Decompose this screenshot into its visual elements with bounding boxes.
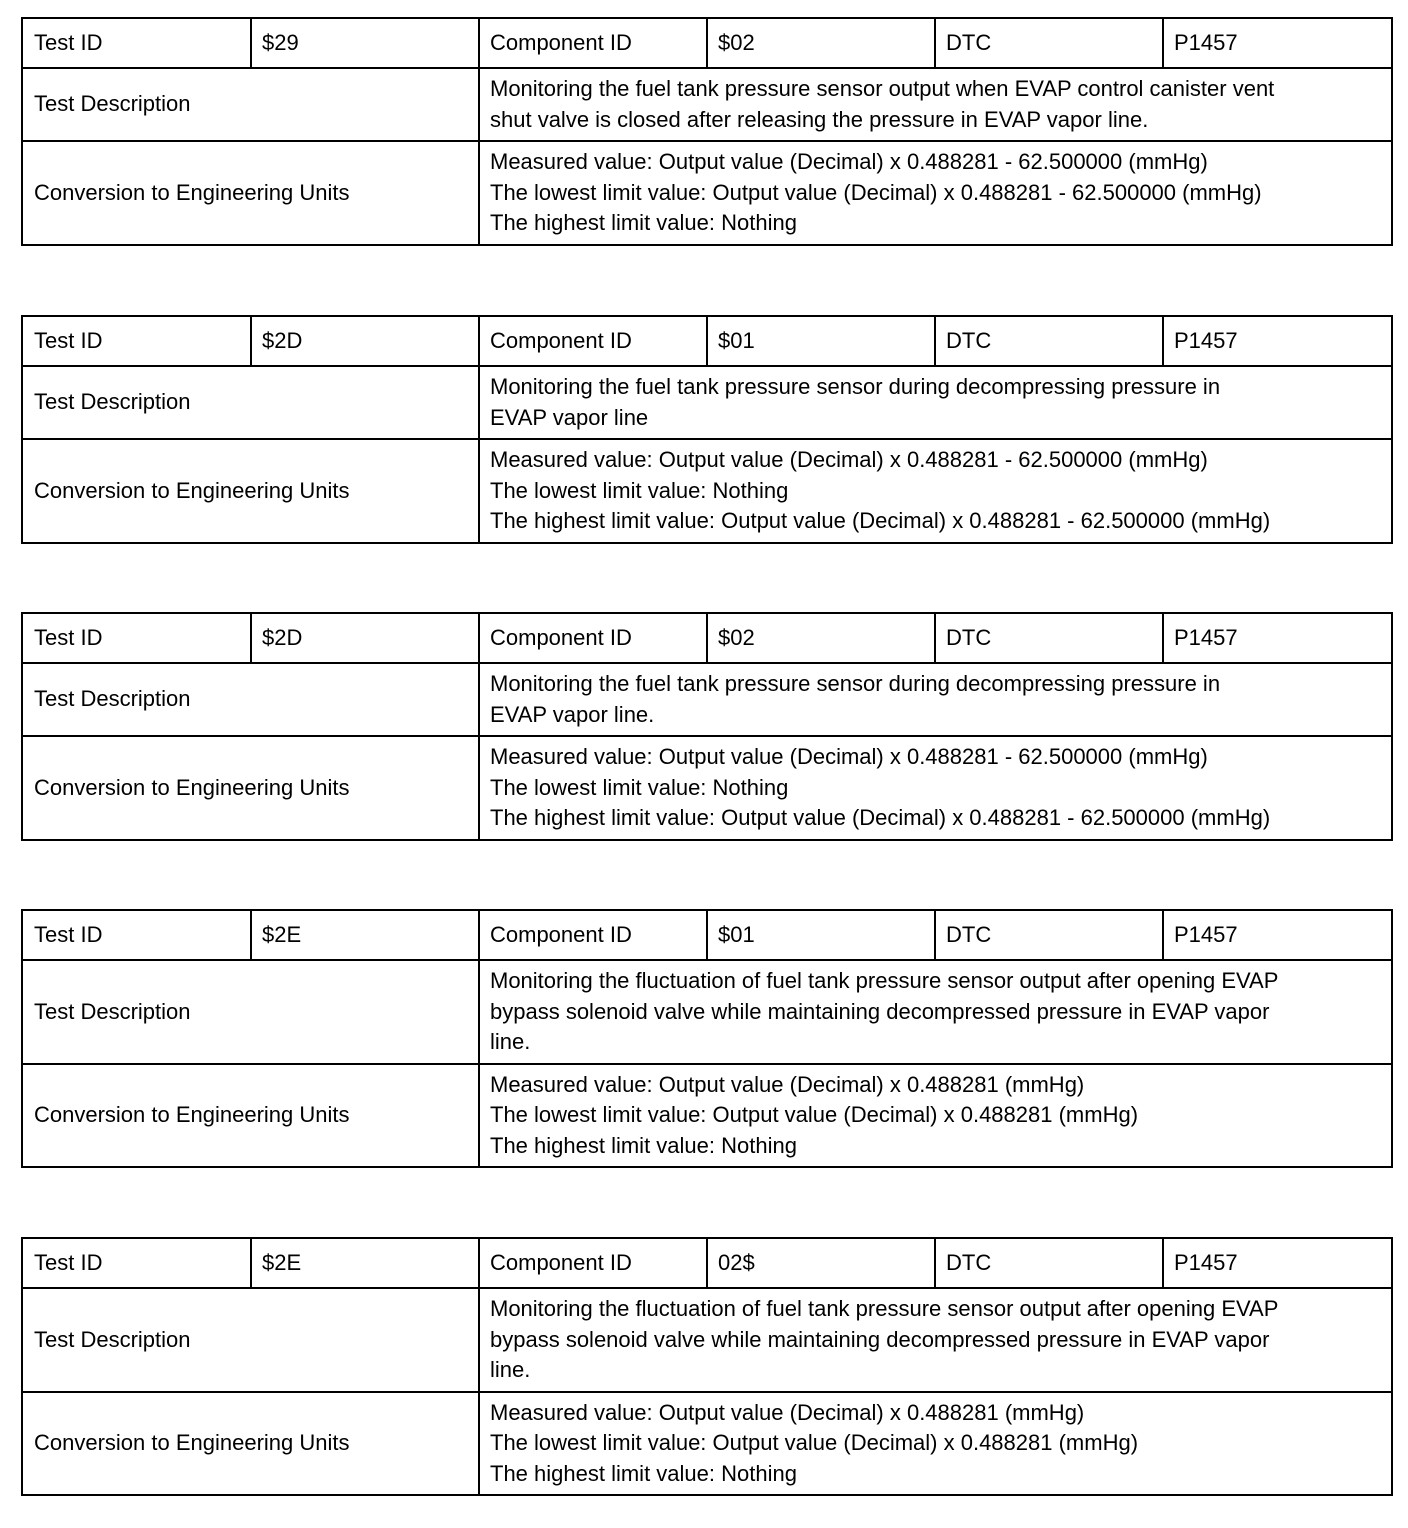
dtc-value: P1457 [1163,18,1392,68]
component-id-value: $02 [707,613,935,663]
conversion-label: Conversion to Engineering Units [22,1392,479,1496]
conversion-line: Measured value: Output value (Decimal) x 0.488281 (mmHg) [490,1071,1085,1097]
conversion-row [22,439,1392,543]
description-line: bypass solenoid valve while maintaining decompressed pressure in EVAP vapor [490,998,1270,1024]
test-spec-table [21,1237,1393,1496]
description-line: EVAP vapor line. [490,701,655,727]
dtc-value: P1457 [1163,316,1392,366]
conversion-line: The highest limit value: Nothing [490,1132,797,1158]
header-row [22,613,1392,663]
conversion-line: Measured value: Output value (Decimal) x 0.488281 - 62.500000 (mmHg) [490,744,1208,769]
dtc-label: DTC [935,910,1163,960]
test-id-value: $29 [251,18,479,68]
component-id-value: 02$ [707,1238,935,1288]
description-line: Monitoring the fuel tank pressure sensor during decompressing pressure in [490,671,1221,696]
component-id-label: Component ID [479,316,707,366]
component-id-value: $01 [707,316,935,366]
conversion-line: The highest limit value: Nothing [490,1460,797,1486]
conversion-line: The lowest limit value: Output value (Decimal) x 0.488281 (mmHg) [490,1430,1139,1455]
header-row [22,18,1392,68]
dtc-value: P1457 [1163,613,1392,663]
conversion-label: Conversion to Engineering Units [22,1064,479,1168]
test-id-label: Test ID [22,316,251,366]
test-description-value [479,366,1392,439]
conversion-label: Conversion to Engineering Units [22,141,479,245]
test-spec-table [21,909,1393,1168]
test-description-value [479,960,1392,1064]
test-description-label: Test Description [22,1288,479,1392]
dtc-label: DTC [935,18,1163,68]
test-spec-table [21,612,1393,841]
conversion-line: Measured value: Output value (Decimal) x 0.488281 - 62.500000 (mmHg) [490,149,1208,174]
description-line: Monitoring the fluctuation of fuel tank pressure sensor output after opening EVAP [490,968,1279,993]
header-row [22,316,1392,366]
description-line: shut valve is closed after releasing the pressure in EVAP vapor line. [490,106,1149,132]
test-id-value: $2D [251,316,479,366]
test-description-value [479,68,1392,141]
conversion-row [22,1064,1392,1168]
test-description-label: Test Description [22,68,479,141]
conversion-label: Conversion to Engineering Units [22,736,479,840]
conversion-value [479,736,1392,840]
description-row [22,366,1392,439]
test-description-value [479,1288,1392,1392]
conversion-row [22,1392,1392,1496]
conversion-label: Conversion to Engineering Units [22,439,479,543]
test-description-value [479,663,1392,736]
description-line: line. [490,1029,531,1054]
test-id-label: Test ID [22,18,251,68]
description-line: Monitoring the fuel tank pressure sensor output when EVAP control canister vent [490,76,1275,101]
test-id-value: $2E [251,910,479,960]
conversion-line: The lowest limit value: Nothing [490,774,789,800]
header-row [22,910,1392,960]
conversion-line: The lowest limit value: Output value (Decimal) x 0.488281 - 62.500000 (mmHg) [490,179,1262,205]
component-id-label: Component ID [479,1238,707,1288]
test-description-label: Test Description [22,663,479,736]
description-line: Monitoring the fluctuation of fuel tank pressure sensor output after opening EVAP [490,1296,1279,1321]
conversion-line: The lowest limit value: Output value (Decimal) x 0.488281 (mmHg) [490,1102,1139,1127]
conversion-value [479,439,1392,543]
header-row [22,1238,1392,1288]
conversion-value [479,141,1392,245]
description-row [22,960,1392,1064]
test-id-label: Test ID [22,1238,251,1288]
conversion-line: The highest limit value: Nothing [490,210,797,235]
conversion-value [479,1064,1392,1168]
dtc-label: DTC [935,316,1163,366]
conversion-value [479,1392,1392,1496]
test-spec-table [21,315,1393,544]
component-id-value: $01 [707,910,935,960]
conversion-line: The highest limit value: Output value (Decimal) x 0.488281 - 62.500000 (mmHg) [490,508,1271,533]
description-row [22,68,1392,141]
dtc-label: DTC [935,613,1163,663]
conversion-line: Measured value: Output value (Decimal) x 0.488281 - 62.500000 (mmHg) [490,447,1208,472]
test-description-label: Test Description [22,960,479,1064]
test-id-label: Test ID [22,613,251,663]
description-line: bypass solenoid valve while maintaining decompressed pressure in EVAP vapor [490,1326,1270,1352]
component-id-label: Component ID [479,18,707,68]
test-id-value: $2D [251,613,479,663]
conversion-row [22,736,1392,840]
component-id-label: Component ID [479,613,707,663]
component-id-value: $02 [707,18,935,68]
description-row [22,1288,1392,1392]
description-line: EVAP vapor line [490,404,649,430]
conversion-line: Measured value: Output value (Decimal) x 0.488281 (mmHg) [490,1399,1085,1425]
test-id-value: $2E [251,1238,479,1288]
dtc-label: DTC [935,1238,1163,1288]
description-line: line. [490,1357,531,1382]
test-spec-table [21,17,1393,246]
dtc-value: P1457 [1163,910,1392,960]
description-line: Monitoring the fuel tank pressure sensor during decompressing pressure in [490,374,1221,399]
conversion-line: The highest limit value: Output value (Decimal) x 0.488281 - 62.500000 (mmHg) [490,805,1271,830]
test-id-label: Test ID [22,910,251,960]
test-description-label: Test Description [22,366,479,439]
conversion-row [22,141,1392,245]
dtc-value: P1457 [1163,1238,1392,1288]
description-row [22,663,1392,736]
conversion-line: The lowest limit value: Nothing [490,477,789,503]
component-id-label: Component ID [479,910,707,960]
